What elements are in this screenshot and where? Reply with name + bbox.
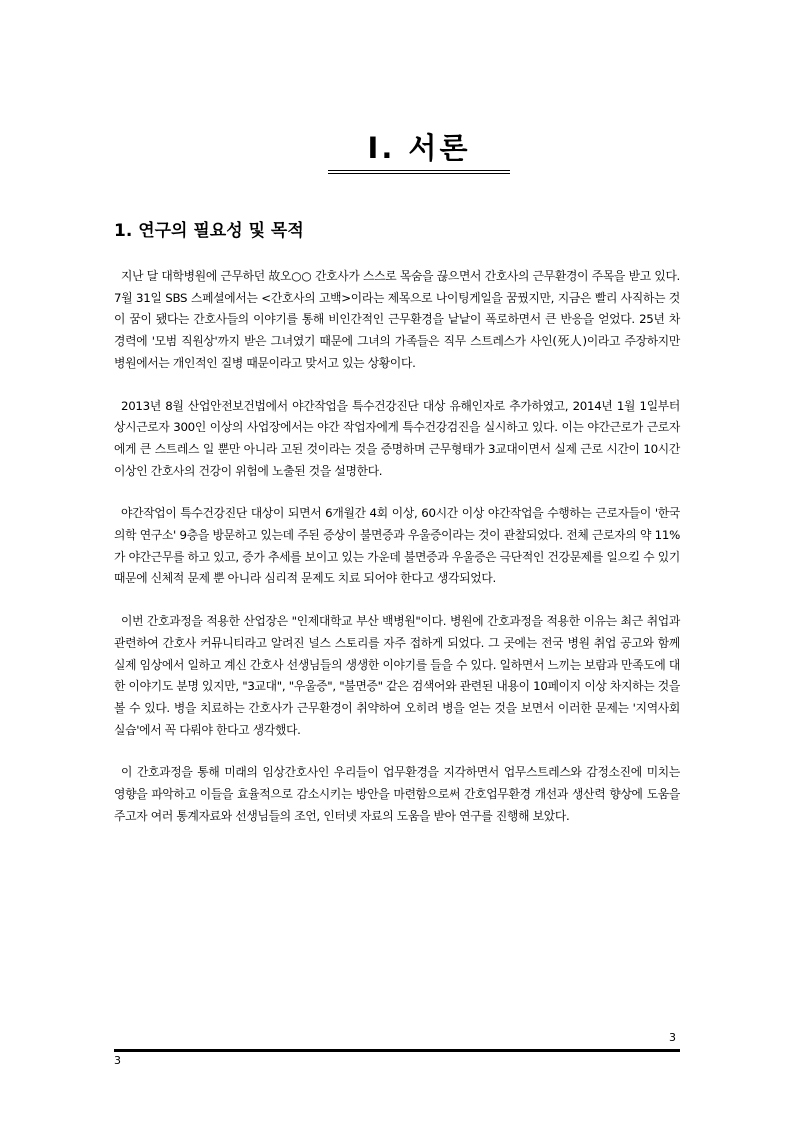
chapter-title-block [328,128,510,174]
page-number-left: 3 [114,1054,121,1067]
page-number-right: 3 [669,1031,676,1044]
paragraph-3: 야간작업이 특수건강진단 대상이 되면서 6개월간 4회 이상, 60시간 이상 야간작업을 수행하는 근로자들이 '한국 의학 연구소' 9층을 방문하고 있는데 주된 증상이 불면증과 우울증이라는 것이 관찰되었다. 전체 근로자의 약 11%가 야간근무를 하고 있고, 증가 추세를 보이고 있는 가운데 불면증과 우울증은 극단적인 건강문제를 일으킬 수 있기 때문에 신체적 문제 뿐 아니라 심리적 문제도 치료 되어야 한다고 생각되었다. [114,506,680,586]
footer-rule [114,1049,680,1052]
paragraph-2: 2013년 8월 산업안전보건법에서 야간작업을 특수건강진단 대상 유해인자로 추가하였고, 2014년 1월 1일부터 상시근로자 300인 이상의 사업장에서는 야간 작업자에게 특수건강검진을 실시하고 있다. 이는 야간근로가 근로자에게 큰 스트레스 일 뿐만 아니라 고된 것이라는 것을 증명하며 근무형태가 3교대이면서 실제 근로 시간이 10시간 이상인 간호사의 건강이 위험에 노출된 것을 설명한다. [114,398,680,478]
body-text [114,266,680,848]
section-heading: 1. 연구의 필요성 및 목적 [114,221,304,241]
chapter-title: Ⅰ. 서론 [367,131,471,165]
paragraph-5: 이 간호과정을 통해 미래의 임상간호사인 우리들이 업무환경을 지각하면서 업무스트레스와 감정소진에 미치는 영향을 파악하고 이들을 효율적으로 감소시키는 방안을 마련함으로써 간호업무환경 개선과 생산력 향상에 도움을 주고자 여러 통계자료와 선생님들의 조언, 인터넷 자료의 도움을 받아 연구를 진행해 보았다. [114,765,680,823]
title-double-underline [328,170,510,174]
paragraph-1: 지난 달 대학병원에 근무하던 故오○○ 간호사가 스스로 목숨을 끊으면서 간호사의 근무환경이 주목을 받고 있다. 7월 31일 SBS 스페셜에서는 <간호사의 고백>이라는 제목으로 나이팅게일을 꿈꿨지만, 지금은 빨리 사직하는 것이 꿈이 됐다는 간호사들의 이야기를 통해 비인간적인 근무환경을 낱낱이 폭로하면서 큰 반응을 얻었다. 25년 차 경력에 '모범 직원상'까지 받은 그녀였기 때문에 그녀의 가족들은 직무 스트레스가 사인(死人)이라고 주장하지만 병원에서는 개인적인 질병 때문이라고 맞서고 있는 상황이다. [114,269,680,370]
paragraph-4: 이번 간호과정을 적용한 산업장은 "인제대학교 부산 백병원"이다. 병원에 간호과정을 적용한 이유는 최근 취업과 관련하여 간호사 커뮤니티라고 알려진 널스 스토리를 자주 접하게 되었다. 그 곳에는 전국 병원 취업 공고와 함께 실제 임상에서 일하고 계신 간호사 선생님들의 생생한 이야기를 들을 수 있다. 일하면서 느끼는 보람과 만족도에 대한 이야기도 분명 있지만, "3교대", "우울증", "불면증" 같은 검색어와 관련된 내용이 10페이지 이상 차지하는 것을 볼 수 있다. 병을 치료하는 간호사가 근무환경이 취약하여 오히려 병을 얻는 것을 보면서 이러한 문제는 '지역사회 실습'에서 꼭 다뤄야 한다고 생각했다. [114,614,680,737]
